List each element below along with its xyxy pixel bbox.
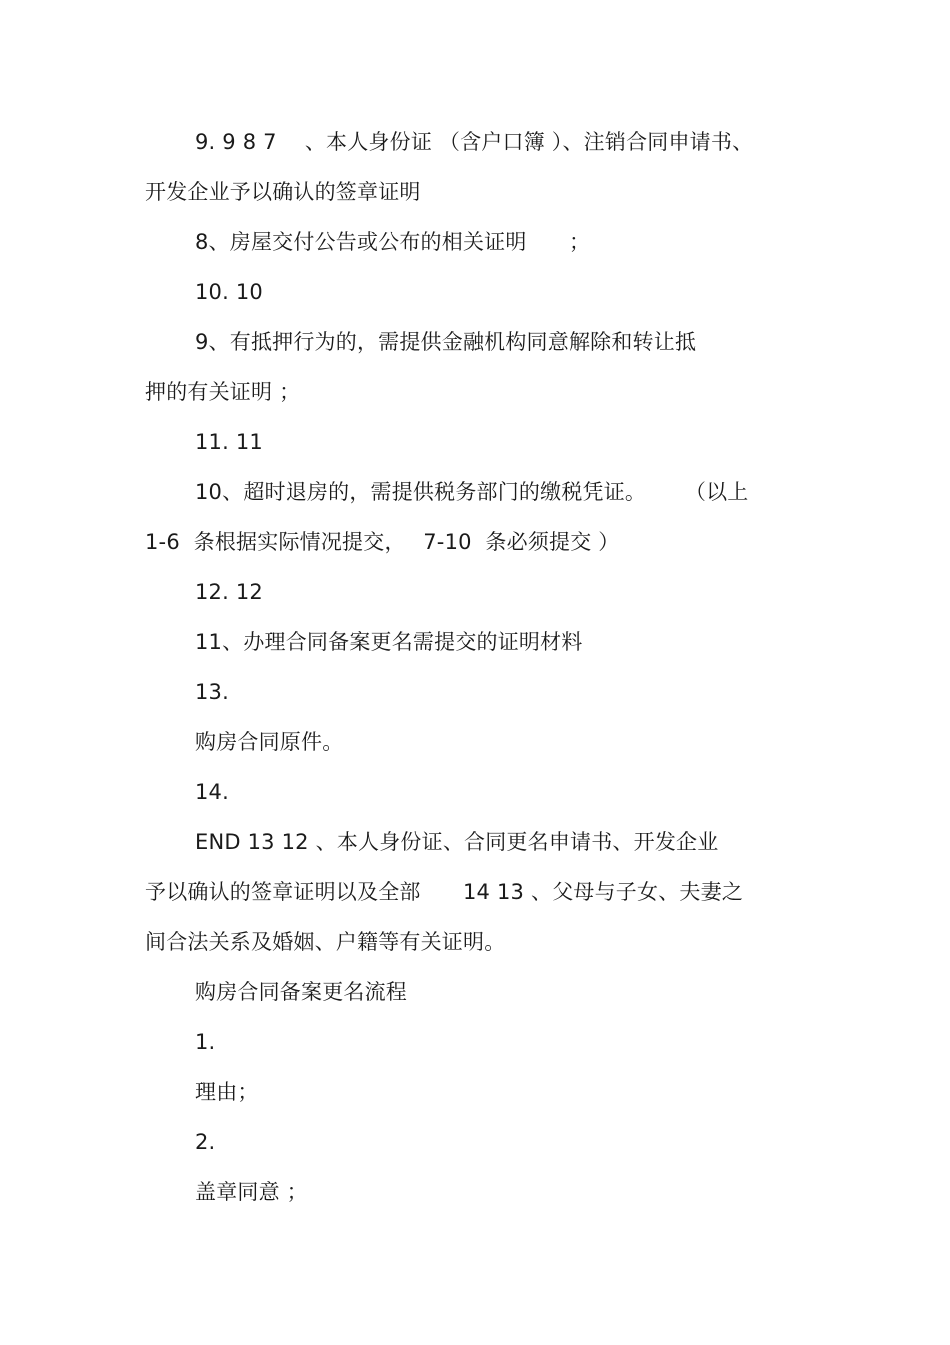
text-line: 12. 12 — [195, 580, 263, 604]
text-line: 8、房屋交付公告或公布的相关证明 ； — [195, 230, 591, 254]
text-line: 理由； — [195, 1080, 259, 1104]
text-line: 11、办理合同备案更名需提交的证明材料 — [195, 630, 583, 654]
text-line: 开发企业予以确认的签章证明 — [145, 180, 421, 204]
text-line: 13. — [195, 680, 229, 704]
text-line: 11. 11 — [195, 430, 263, 454]
section-heading: 购房合同备案更名流程 — [195, 980, 407, 1004]
text-line: 9、有抵押行为的，需提供金融机构同意解除和转让抵 — [195, 330, 697, 354]
text-line: 予以确认的签章证明以及全部 14 13 、父母与子女、夫妻之 — [145, 880, 743, 904]
text-line: 间合法关系及婚姻、户籍等有关证明。 — [145, 930, 506, 954]
text-line: END 13 12 、本人身份证、合同更名申请书、开发企业 — [195, 830, 719, 854]
text-line: 2. — [195, 1130, 216, 1154]
text-line: 押的有关证明 ； — [145, 380, 301, 404]
text-line: 1-6 条根据实际情况提交， 7-10 条必须提交 ） — [145, 530, 620, 554]
text-line: 盖章同意 ； — [195, 1180, 308, 1204]
text-line: 9. 9 8 7 、本人身份证 （含户口簿 ）、注销合同申请书、 — [195, 130, 754, 154]
text-line: 14. — [195, 780, 229, 804]
text-line: 10、超时退房的，需提供税务部门的缴税凭证。 （以上 — [195, 480, 749, 504]
text-line: 10. 10 — [195, 280, 263, 304]
text-line: 购房合同原件。 — [195, 730, 344, 754]
text-line: 1. — [195, 1030, 216, 1054]
